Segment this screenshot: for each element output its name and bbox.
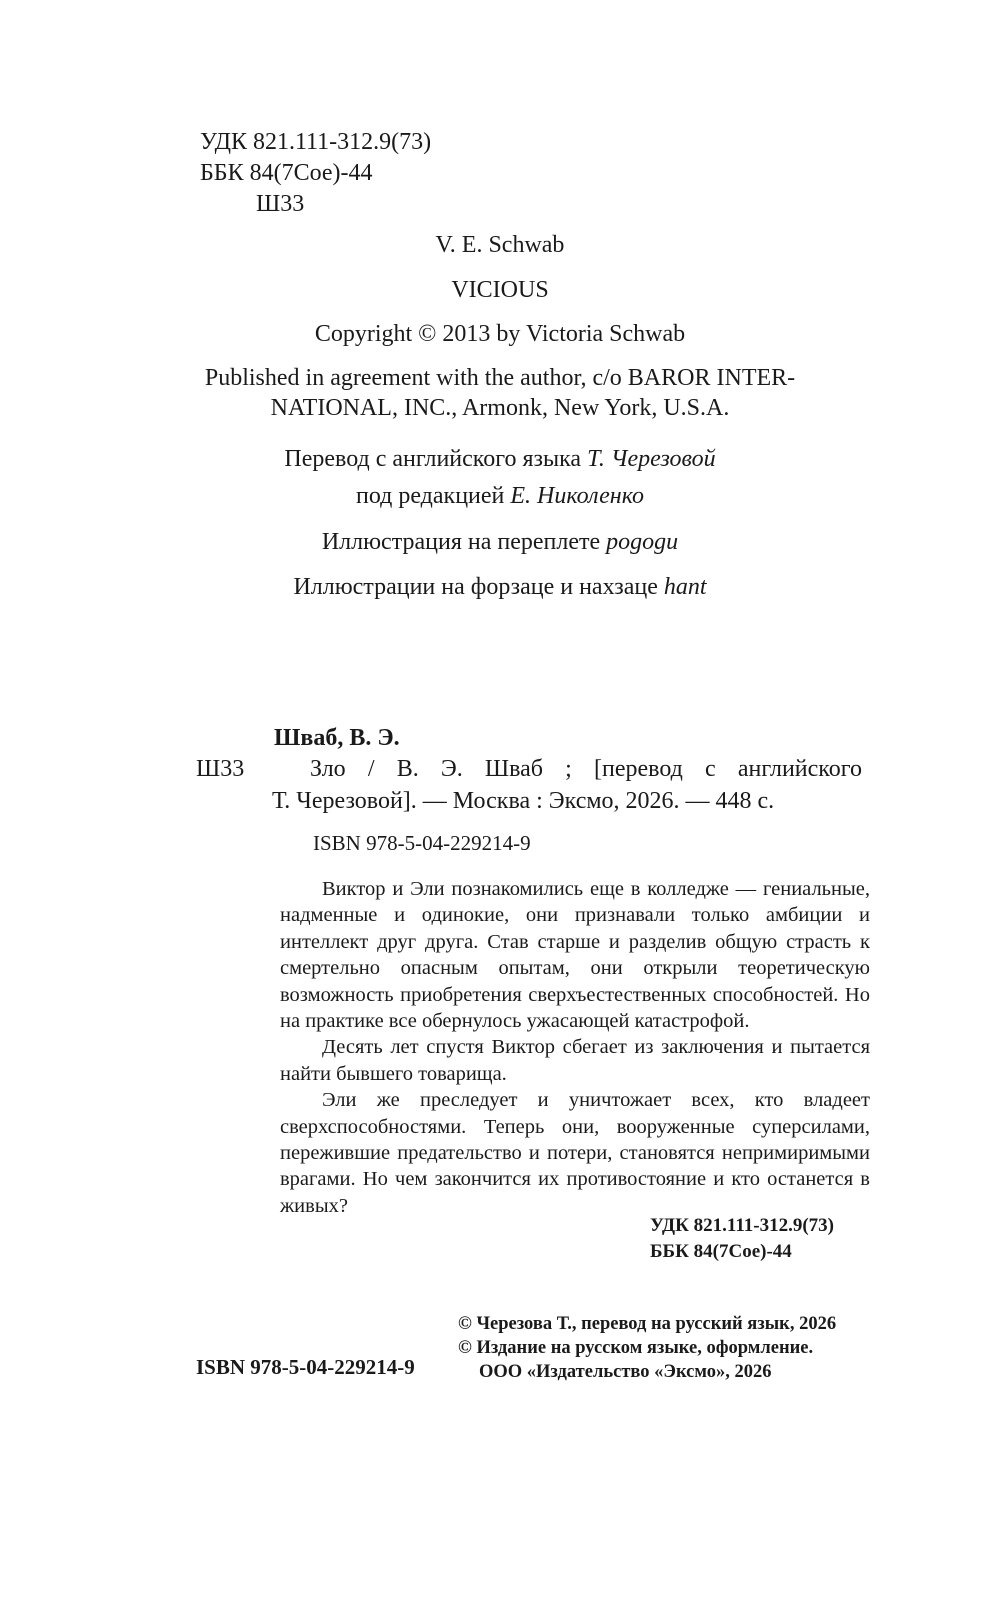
footer-isbn: ISBN 978-5-04-229214-9 [196, 1355, 415, 1379]
bib-description-line-2: Т. Черезовой]. — Москва : Эксмо, 2026. — 448 с. [272, 788, 775, 814]
cover-credit [0, 527, 1000, 557]
footer-copyright-edition-1: © Издание на русском языке, оформление. [458, 1338, 814, 1358]
classification-bbk: ББК 84(7Сое)-44 [650, 1241, 792, 1262]
bib-author-heading: Шваб, В. Э. [274, 725, 400, 751]
footer-copyright-translation: © Черезова Т., перевод на русский язык, 2026 [458, 1314, 837, 1334]
endpapers-prefix: Иллюстрации на форзаце и нахзаце [293, 574, 664, 600]
editor-credit [0, 481, 1000, 511]
original-author: V. E. Schwab [435, 232, 565, 258]
translation-credit [0, 444, 1000, 474]
annotation-paragraph-1: Виктор и Эли познакомились еще в колледже — гениальные, надменные и одинокие, они признавали только амбиции и интеллект друг друга. Став старше и разделив общую страсть к смертельно опасным опытам, они открыли теоретическую возможность приобретения сверхъестественных способностей. Но на практике все обернулось ужасающей катастрофой. [280, 878, 870, 1033]
annotation-paragraph-2: Десять лет спустя Виктор сбегает из заключения и пытается найти бывшего товарища. [280, 1036, 870, 1085]
footer-copyright-edition-2: ООО «Издательство «Эксмо», 2026 [479, 1362, 772, 1382]
cover-artist: pogogu [606, 529, 679, 555]
endpapers-credit [0, 572, 1000, 602]
bib-description-line-1: Зло / В. Э. Шваб ; [перевод с английского [310, 756, 862, 782]
header-udk: УДК 821.111-312.9(73) [200, 129, 432, 155]
annotation-paragraph-3: Эли же преследует и уничтожает всех, кто владеет сверхспособностями. Теперь они, вооруженные суперсилами, пережившие предательство и потери, становятся непримиримыми врагами. Но чем закончится их противостояние и кто останется в живых? [280, 1089, 870, 1217]
bib-author-mark: Ш33 [196, 756, 245, 782]
editor-prefix: под редакцией [355, 483, 511, 509]
annotation [280, 876, 870, 1219]
header-bbk: ББК 84(7Сое)-44 [200, 160, 373, 186]
cover-prefix: Иллюстрация на переплете [321, 529, 607, 555]
classification-udk: УДК 821.111-312.9(73) [650, 1215, 835, 1236]
original-copyright: Copyright © 2013 by Victoria Schwab [314, 321, 686, 347]
editor-name: Е. Николенко [510, 483, 645, 509]
bib-isbn: ISBN 978-5-04-229214-9 [313, 831, 531, 855]
translation-prefix: Перевод с английского языка [284, 446, 588, 472]
agreement-line-1: Published in agreement with the author, c/o BAROR INTER- [204, 365, 796, 391]
translator-name: Т. Черезовой [587, 446, 716, 472]
agreement-line-2: NATIONAL, INC., Armonk, New York, U.S.A. [270, 395, 730, 421]
original-title: VICIOUS [451, 277, 549, 303]
endpapers-artist: hant [663, 574, 707, 600]
header-author-mark: Ш33 [256, 191, 305, 217]
